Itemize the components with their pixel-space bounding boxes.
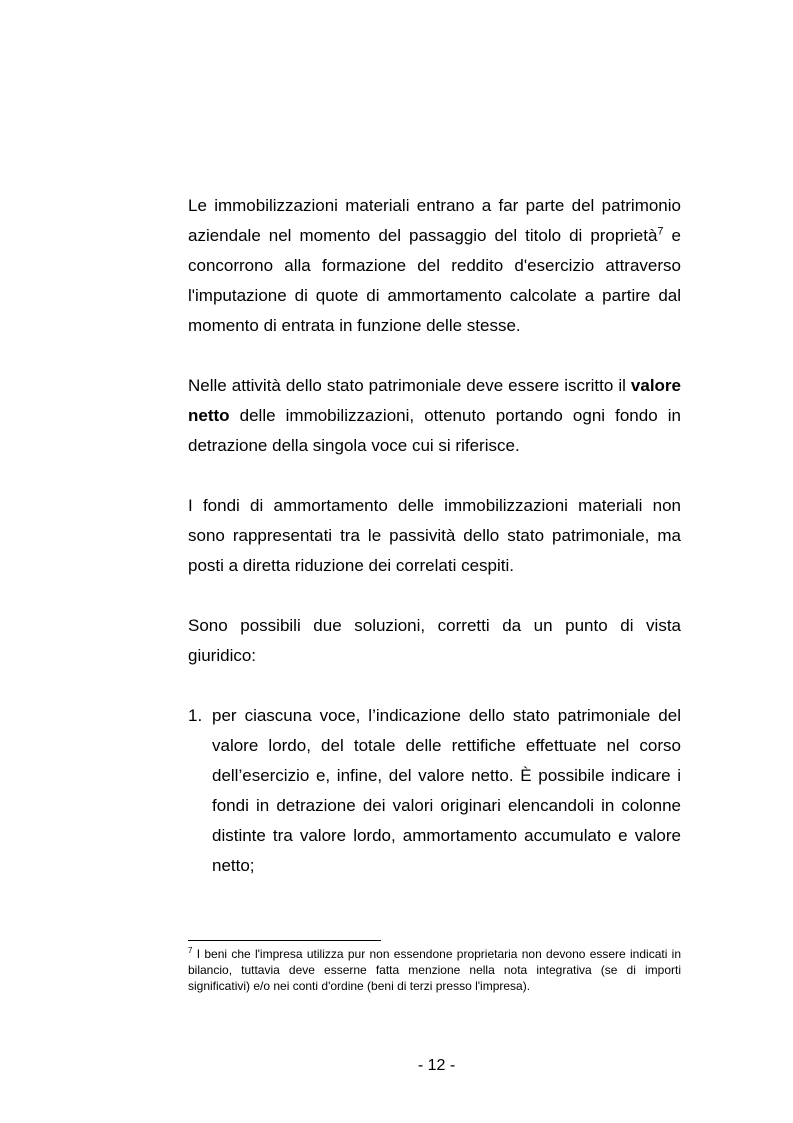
page-number: - 12 - — [417, 1057, 456, 1074]
paragraph-1-text: Le immobilizzazioni materiali entrano a far parte del patrimonio aziendale nel momento del passaggio del titolo di proprietà — [188, 196, 681, 245]
paragraph-2 — [188, 371, 681, 461]
paragraph-1-tail: e concorrono alla formazione del reddito d'esercizio attraverso l'imputazione di quote di ammortamento calcolate a partire dal momento di entrata in funzione delle stesse. — [188, 226, 681, 335]
paragraph-3: I fondi di ammortamento delle immobilizzazioni materiali non sono rappresentati tra le passività dello stato patrimoniale, ma posti a diretta riduzione dei correlati cespiti. — [188, 496, 681, 575]
paragraph-1 — [188, 191, 681, 341]
list-item-text: per ciascuna voce, l’indicazione dello stato patrimoniale del valore lordo, del totale delle rettifiche effettuate nel corso dell’esercizio e, infine, del valore netto. È possibile indicare i fondi in detrazione dei valori originari elencandoli in colonne distinte tra valore lordo, ammortamento accumulato e valore netto; — [212, 706, 681, 875]
paragraph-4: Sono possibili due soluzioni, corretti da un punto di vista giuridico: — [188, 616, 681, 665]
footnote-number: 7 — [188, 946, 193, 955]
list-item — [188, 701, 681, 881]
footnote — [188, 946, 681, 994]
solutions-list — [188, 701, 681, 881]
footnote-separator — [188, 940, 381, 941]
paragraph-2-bold: valore netto — [188, 376, 681, 425]
footnote-text: I beni che l'impresa utilizza pur non essendone proprietaria non devono essere indicati in bilancio, tuttavia deve esserne fatta menzione nella nota integrativa (se di importi significativi) e/o nei conti d'ordine (beni di terzi presso l'impresa). — [188, 947, 681, 993]
paragraph-2-after: delle immobilizzazioni, ottenuto portando ogni fondo in detrazione della singola voce cui si riferisce. — [188, 406, 681, 455]
list-item-marker: 1. — [188, 706, 203, 725]
body-text — [188, 191, 681, 881]
paragraph-2-before: Nelle attività dello stato patrimoniale deve essere iscritto il — [188, 376, 631, 395]
footnote-reference[interactable]: 7 — [657, 225, 664, 238]
